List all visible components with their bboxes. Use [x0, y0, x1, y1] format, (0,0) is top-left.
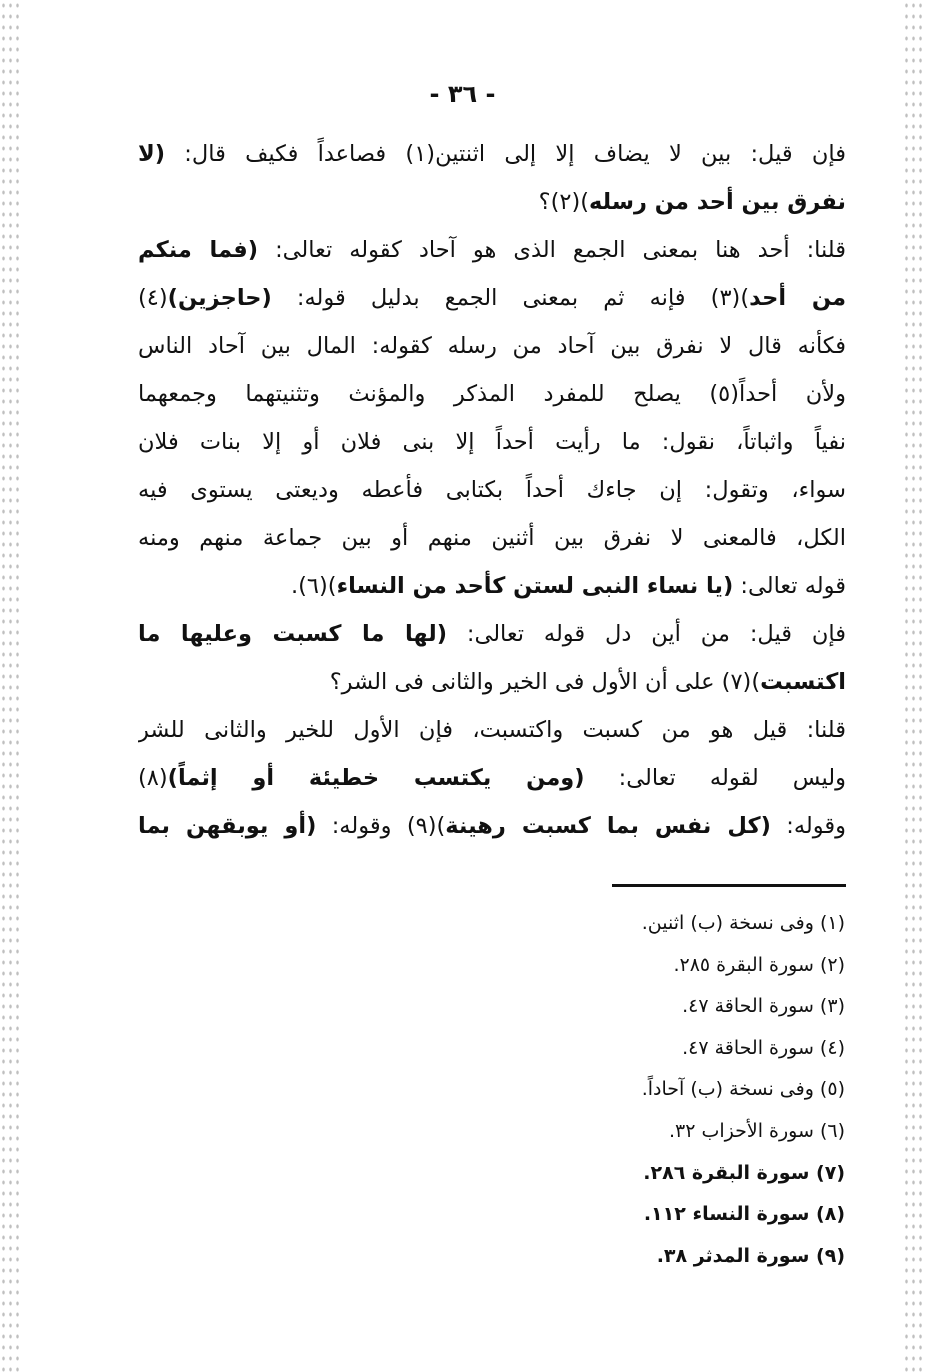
text-line [138, 370, 846, 418]
quran-quote: (حاجزين) [167, 285, 272, 311]
quran-quote: من أحد [749, 285, 846, 311]
quran-quote: (أو يوبقهن بما [138, 813, 317, 839]
footnote: (٩) سورة المدثر ٣٨. [656, 1244, 845, 1267]
footnote: (٤) سورة الحاقة ٤٧. [682, 1036, 845, 1059]
text-segment: الكل، فالمعنى لا نفرق بين أثنين منهم أو بين جماعة منهم ومنه [138, 525, 846, 551]
text-segment: فإن قيل: بين لا يضاف إلا إلى اثنتين(١) فصاعداً فكيف قال: [165, 141, 846, 167]
text-line [138, 610, 846, 658]
text-line [138, 802, 846, 850]
text-segment: فكأنه قال لا نفرق بين آحاد من رسله كقوله: المال بين آحاد الناس [138, 333, 846, 359]
text-segment: قوله تعالى: [733, 573, 846, 599]
quran-quote: (لا [138, 141, 166, 167]
quran-quote: (ومن يكتسب خطيئة أو إثماً) [167, 765, 585, 791]
text-segment: )(٩) وقوله: [316, 813, 446, 839]
text-segment: وقوله: [770, 813, 846, 839]
quran-quote: (يا نساء النبى لستن كأحد من النساء [336, 573, 734, 599]
text-segment: )(٦). [290, 573, 337, 599]
text-segment: قلنا: أحد هنا بمعنى الجمع الذى هو آحاد كقوله تعالى: [258, 237, 846, 263]
text-segment: )(٣) فإنه ثم بمعنى الجمع بدليل قوله: [271, 285, 750, 311]
footnote: (٢) سورة البقرة ٢٨٥. [673, 953, 845, 976]
footnote: (٨) سورة النساء ١١٢. [643, 1203, 845, 1226]
text-line [138, 562, 846, 610]
body-text [138, 130, 846, 850]
footnotes [420, 903, 845, 1277]
text-line [138, 466, 846, 514]
quran-quote: (كل نفس بما كسبت رهينة [445, 813, 771, 839]
footnote-separator [612, 884, 846, 887]
text-line [138, 178, 846, 226]
text-segment: )(٧) على أن الأول فى الخير والثانى فى الشر؟ [329, 669, 761, 695]
text-line [138, 226, 846, 274]
text-segment: ولأن أحداً(٥) يصلح للمفرد المذكر والمؤنث وتثنيتهما وجمعهما [138, 381, 846, 407]
footnote: (٣) سورة الحاقة ٤٧. [682, 995, 845, 1018]
text-line [138, 706, 846, 754]
left-edge-scan-noise [0, 0, 22, 1372]
text-segment: )(٢)؟ [538, 189, 590, 215]
text-segment: (٤) [138, 285, 168, 311]
text-segment: (٨) [138, 765, 168, 791]
text-line [138, 274, 846, 322]
text-segment: وليس لقوله تعالى: [584, 765, 846, 791]
text-line [138, 418, 846, 466]
text-line [138, 658, 846, 706]
footnote: (٧) سورة البقرة ٢٨٦. [643, 1161, 845, 1184]
text-line [138, 322, 846, 370]
text-line [138, 130, 846, 178]
text-line [138, 754, 846, 802]
text-line [138, 514, 846, 562]
text-segment: سواء، وتقول: إن جاءك أحداً بكتابى فأعطه وديعتى يستوى فيه [138, 477, 846, 503]
quran-quote: نفرق بين أحد من رسله [589, 189, 846, 215]
right-edge-scan-noise [903, 0, 925, 1372]
footnote: (١) وفى نسخة (ب) اثنين. [641, 912, 845, 934]
footnote: (٦) سورة الأحزاب ٣٢. [668, 1119, 845, 1142]
text-segment: فإن قيل: من أين دل قوله تعالى: [447, 621, 846, 647]
footnote: (٥) وفى نسخة (ب) آحاداً. [641, 1078, 845, 1101]
text-segment: قلنا: قيل هو من كسبت واكتسبت، فإن الأول للخير والثانى للشر [138, 717, 846, 743]
quran-quote: اكتسبت [760, 669, 846, 695]
text-segment: نفياً واثباتاً، نقول: ما رأيت أحداً إلا بنى فلان أو إلا بنات فلان [138, 429, 846, 455]
quran-quote: (لها ما كسبت وعليها ما [138, 621, 447, 647]
page-number: - ٣٦ - [429, 80, 496, 108]
quran-quote: (فما منكم [138, 237, 259, 263]
